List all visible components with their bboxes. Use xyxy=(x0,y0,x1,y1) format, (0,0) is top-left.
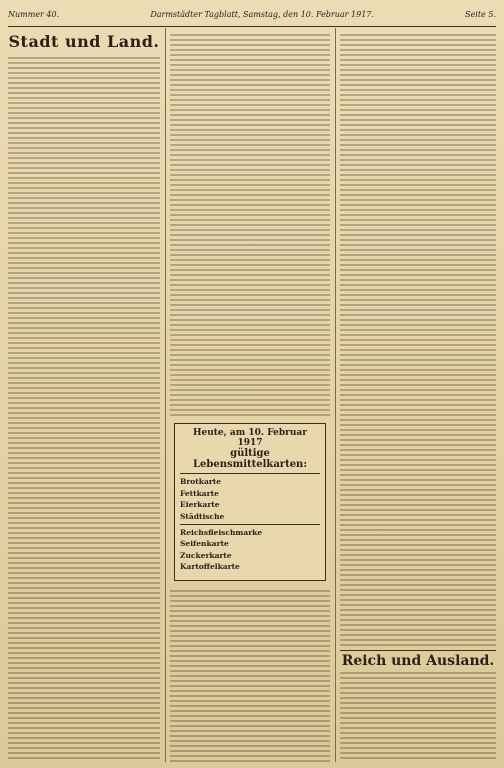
ration-row-label: Brotkarte xyxy=(180,477,222,486)
ration-row xyxy=(180,562,320,571)
article-text-block xyxy=(170,590,330,762)
ration-row-label: Fettkarte xyxy=(180,488,219,498)
ration-row xyxy=(180,489,320,498)
ration-row-label: Städtische xyxy=(180,511,225,521)
section-heading-empire-abroad: Reich und Ausland. xyxy=(340,650,496,669)
box-divider xyxy=(180,524,320,525)
column-3 xyxy=(340,30,496,646)
column-1 xyxy=(8,30,160,762)
article-text-block xyxy=(340,672,496,762)
ration-row xyxy=(180,477,320,486)
ration-cards-box xyxy=(174,423,326,581)
ration-box-subtitle: gültige Lebensmittelkarten: xyxy=(192,448,308,470)
ration-row-label: Eierkarte xyxy=(180,500,220,509)
page-number: Seite 5. xyxy=(465,10,496,19)
ration-box-title: Heute, am 10. Februar 1917 xyxy=(193,428,307,448)
ration-row xyxy=(180,512,320,521)
column-divider xyxy=(335,28,336,762)
column-2 xyxy=(170,30,330,419)
ration-row xyxy=(180,528,320,537)
header-rule xyxy=(8,26,496,27)
column-2-lower xyxy=(170,590,330,762)
masthead-line: Darmstädter Tagblatt, Samstag, den 10. Februar 1917. xyxy=(150,10,374,19)
issue-number: Nummer 40. xyxy=(8,10,60,19)
box-divider xyxy=(180,473,320,474)
ration-row xyxy=(180,539,320,548)
column-divider xyxy=(165,28,166,762)
ration-row xyxy=(180,551,320,560)
page-header xyxy=(8,10,496,24)
ration-row xyxy=(180,500,320,509)
article-text-block xyxy=(8,57,160,762)
column-3-lower xyxy=(340,672,496,762)
ration-row-label: Reichsfleischmarke xyxy=(180,527,263,537)
section-heading-local-news: Stadt und Land. xyxy=(8,32,160,51)
ration-row-label: Zuckerkarte xyxy=(180,550,232,560)
article-text-block xyxy=(170,34,330,419)
ration-row-label: Kartoffelkarte xyxy=(180,562,240,571)
article-text-block xyxy=(340,34,496,646)
ration-row-label: Seifenkarte xyxy=(180,539,229,548)
